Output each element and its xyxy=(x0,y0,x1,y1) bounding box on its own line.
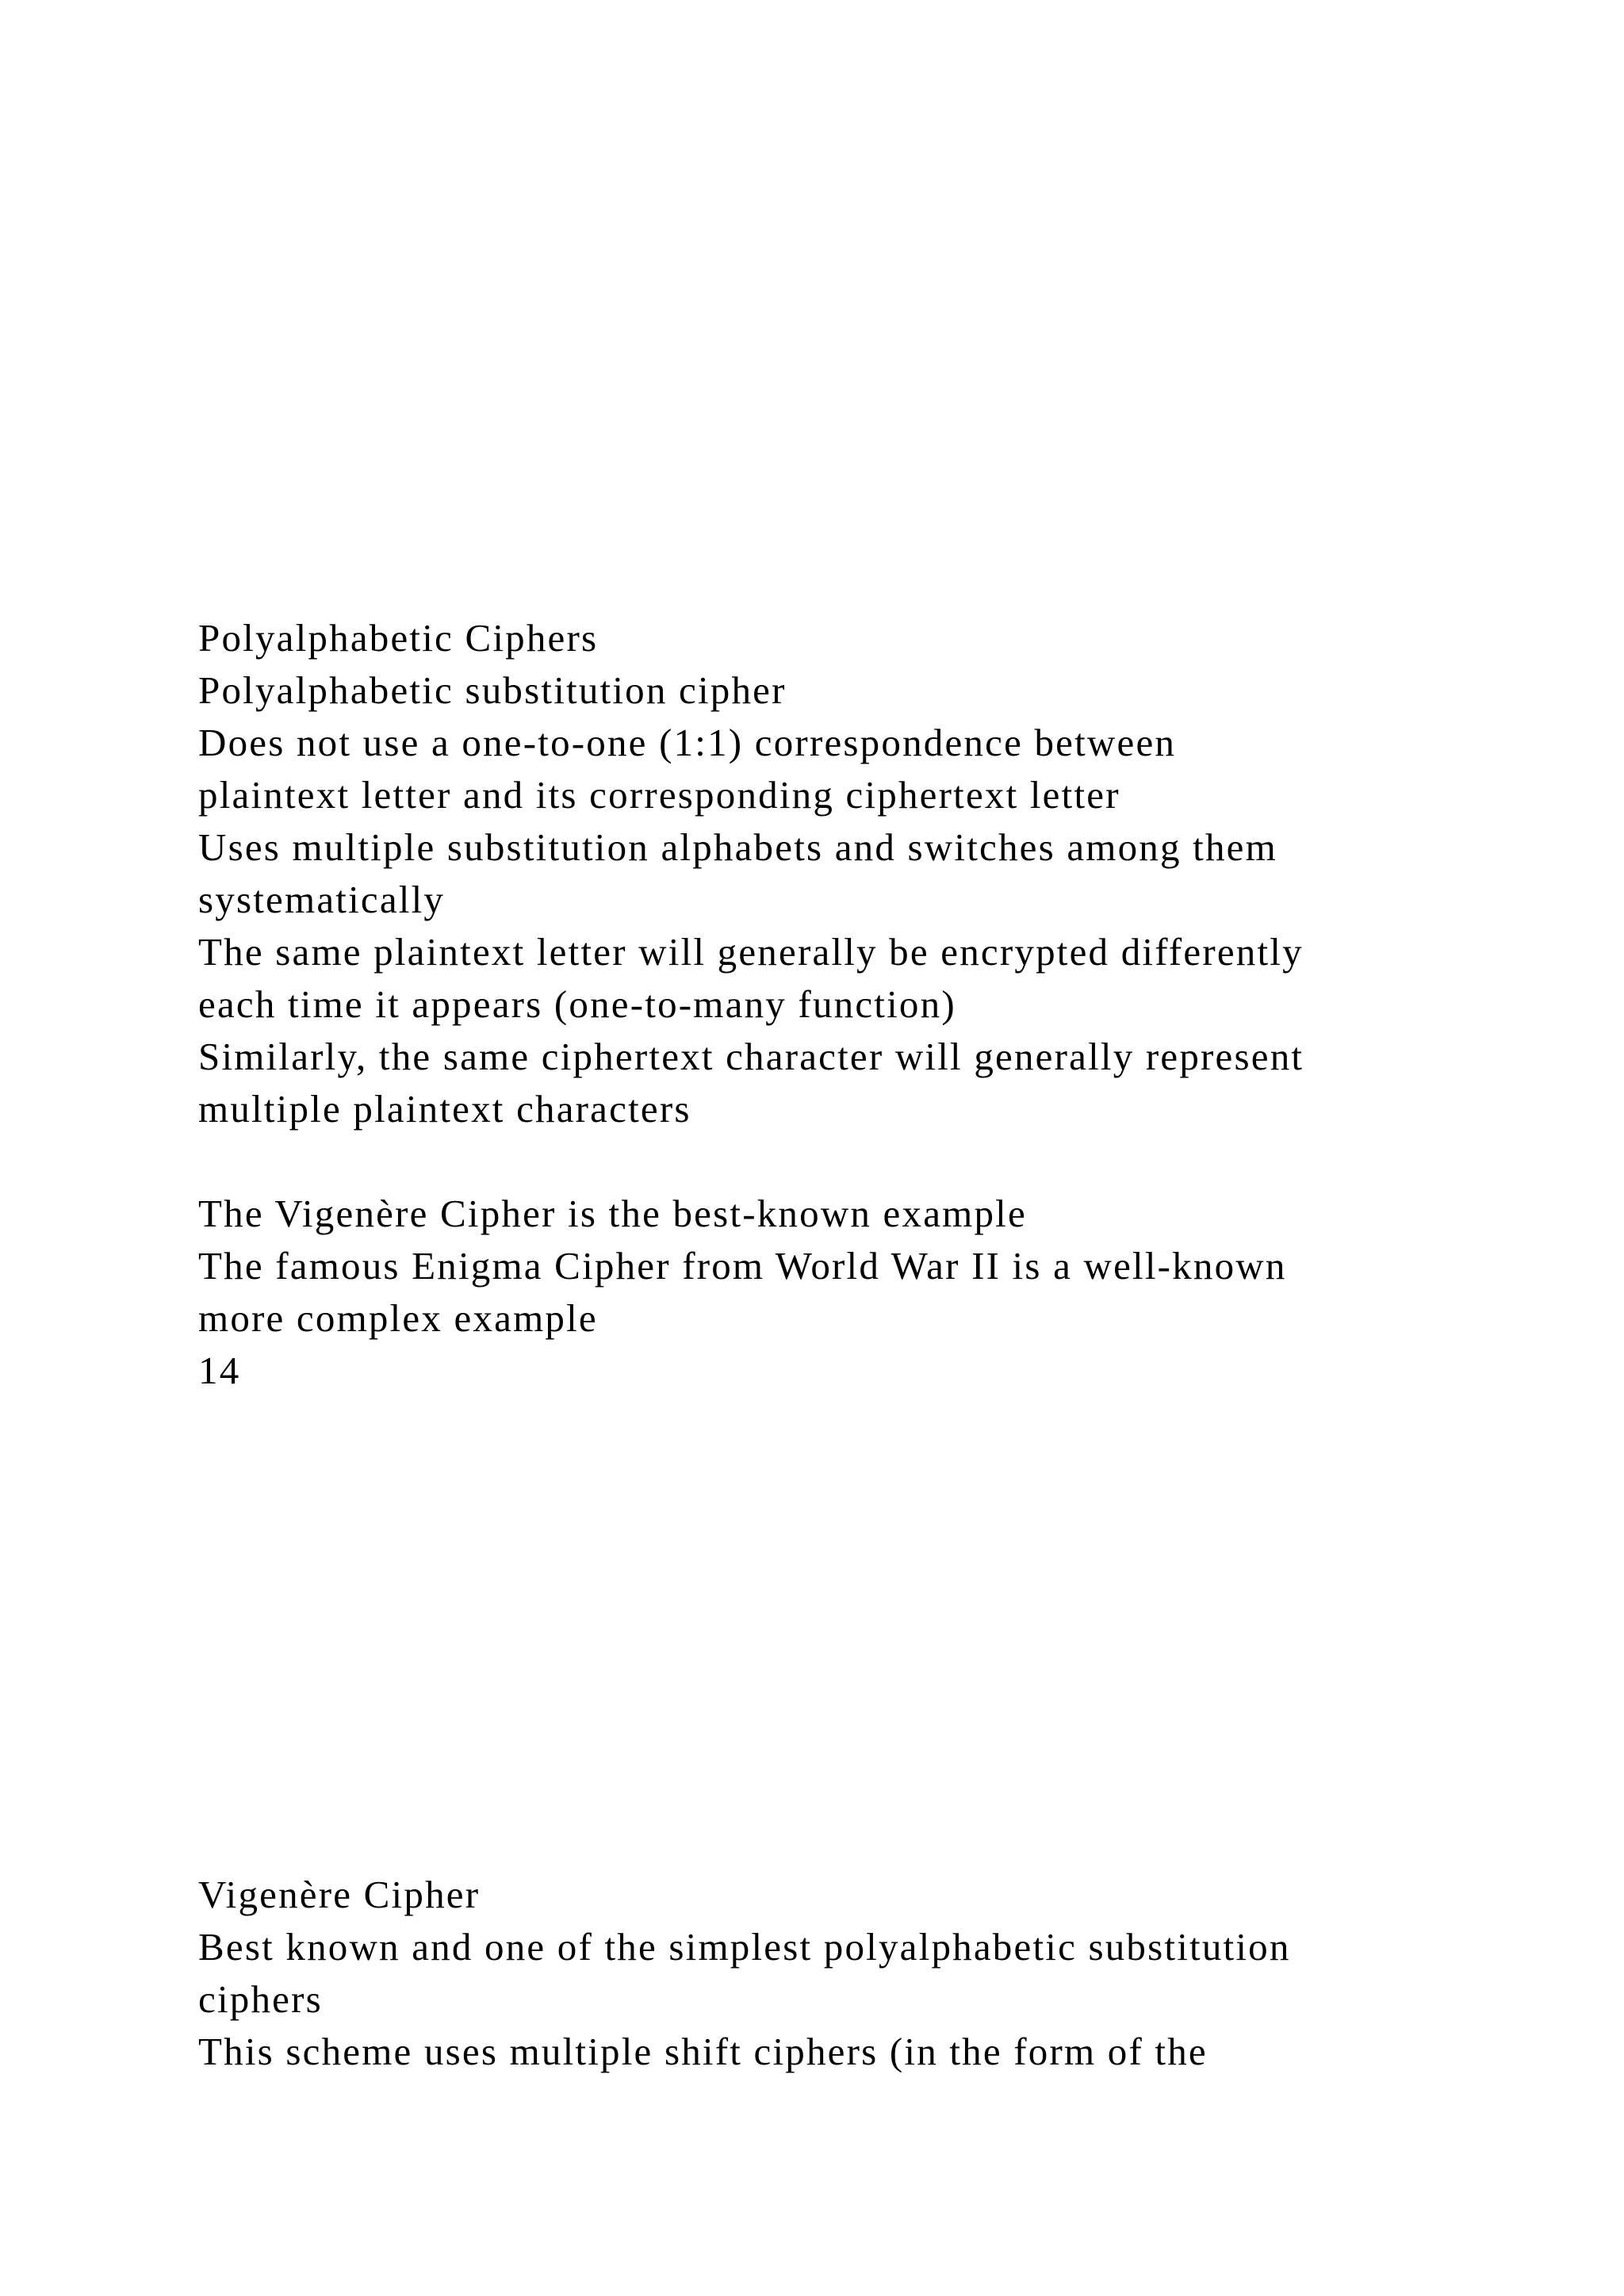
body-line: systematically xyxy=(198,878,446,921)
paragraph-gap xyxy=(198,1135,1546,1188)
body-line: Polyalphabetic substitution cipher xyxy=(198,668,787,712)
body-line: Does not use a one-to-one (1:1) correspondence between xyxy=(198,721,1177,764)
body-line: multiple plaintext characters xyxy=(198,1087,691,1131)
body-line: ciphers xyxy=(198,1977,323,2021)
section-polyalphabetic-ciphers xyxy=(198,612,1546,1397)
section-heading: Polyalphabetic Ciphers xyxy=(198,616,599,660)
body-line: more complex example xyxy=(198,1296,598,1340)
body-line: The same plaintext letter will generally be encrypted differently xyxy=(198,930,1304,974)
section-heading: Vigenère Cipher xyxy=(198,1873,481,1916)
body-line: Uses multiple substitution alphabets and switches among them xyxy=(198,825,1277,869)
body-line: The famous Enigma Cipher from World War II is a well-known xyxy=(198,1244,1287,1288)
slide-number: 14 xyxy=(198,1349,241,1392)
section-vigenere-cipher xyxy=(198,1869,1546,2078)
body-line: This scheme uses multiple shift ciphers (in the form of the xyxy=(198,2030,1208,2073)
body-line: plaintext letter and its corresponding ciphertext letter xyxy=(198,773,1120,817)
body-line: Similarly, the same ciphertext character will generally represent xyxy=(198,1035,1304,1078)
body-line: The Vigenère Cipher is the best-known example xyxy=(198,1192,1027,1235)
body-line: each time it appears (one-to-many function) xyxy=(198,982,956,1026)
body-line: Best known and one of the simplest polyalphabetic substitution xyxy=(198,1925,1291,1969)
